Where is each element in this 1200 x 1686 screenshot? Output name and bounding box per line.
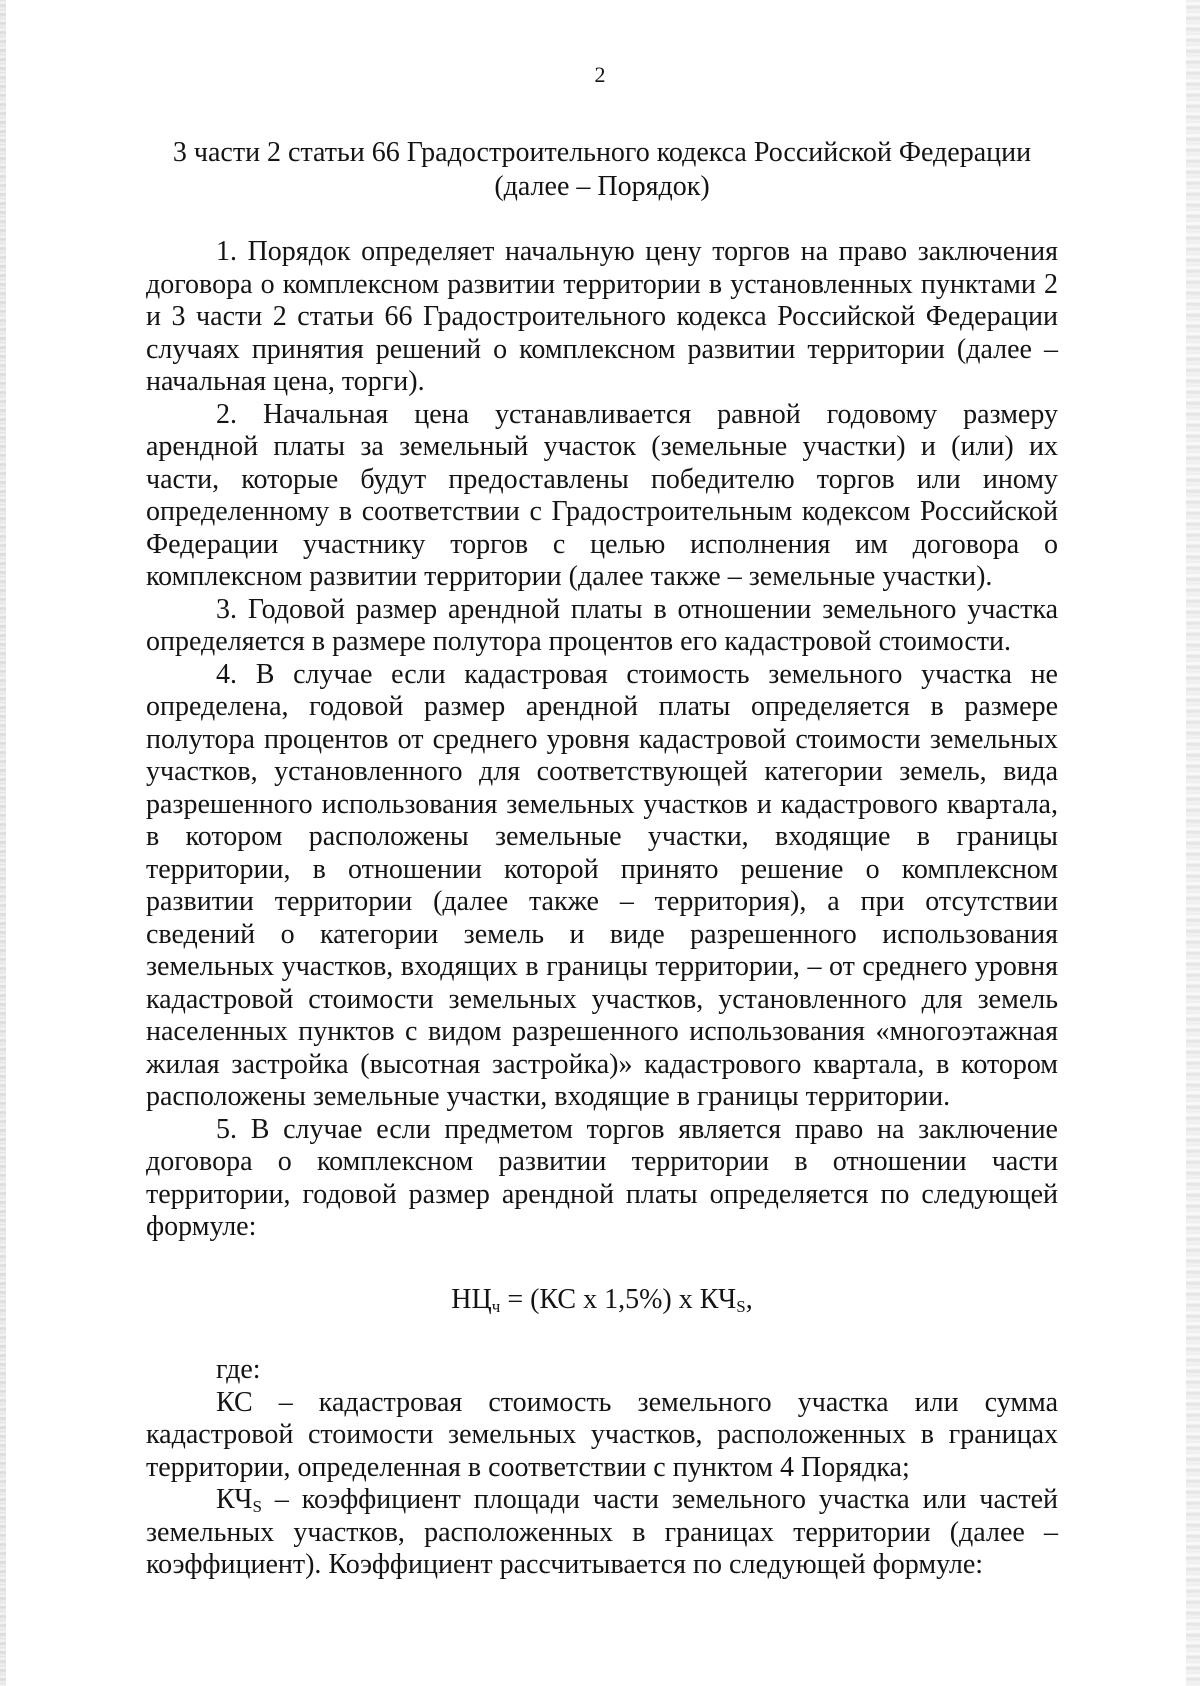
scan-edge-left — [0, 0, 6, 1686]
formula-tail: , — [745, 1283, 753, 1315]
paragraph-3: 3. Годовой размер арендной платы в отношении земельного участка определяется в размере полутора процентов его кадастровой стоимости. — [146, 593, 1058, 657]
formula — [146, 1284, 1058, 1317]
title-line-1: 3 части 2 статьи 66 Градостроительного кодекса Российской Федерации — [172, 137, 1032, 168]
page-number: 2 — [594, 62, 606, 87]
formula-lhs: НЦ — [451, 1283, 492, 1315]
formula-rhs-subscript: S — [736, 1296, 746, 1316]
definition-kch-term: КЧ — [216, 1484, 253, 1515]
where-label: где: — [216, 1354, 261, 1385]
document-body — [146, 236, 1058, 1582]
formula-middle: = (КС x 1,5%) x КЧ — [500, 1283, 737, 1315]
document-title — [146, 136, 1058, 204]
formula-lhs-subscript: ч — [491, 1296, 501, 1316]
definition-kch-text: – коэффициент площади части земельного участка или частей земельных участков, расположенных в границах территории (далее – коэффициент). Коэффициент рассчитывается по следующей формуле: — [146, 1484, 1058, 1580]
paragraph-1: 1. Порядок определяет начальную цену торгов на право заключения договора о комплексном развитии территории в установленных пунктами 2 и 3 части 2 статьи 66 Градостроительного кодекса Российской Федерации случаях принятия решений о комплексном развитии территории (далее – начальная цена, торги). — [146, 236, 1058, 397]
scan-edge-right — [1186, 0, 1200, 1686]
paragraph-5: 5. В случае если предметом торгов является право на заключение договора о комплексном развитии территории в отношении части территории, годовой размер арендной платы определяется по следующей формуле: — [146, 1113, 1058, 1242]
title-line-2: (далее – Порядок) — [494, 171, 710, 202]
definition-kch — [146, 1484, 1058, 1582]
paragraph-4: 4. В случае если кадастровая стоимость земельного участка не определена, годовой размер арендной платы определяется в размере полутора процентов от среднего уровня кадастровой стоимости земельных участков, установленного для соответствующей категории земель, вида разрешенного использования земельных участков и кадастрового квартала, в котором расположены земельные участки, входящие в границы территории, в отношении которой принято решение о комплексном развитии территории (далее также – территория), а при отсутствии сведений о категории земель и виде разрешенного использования земельных участков, входящих в границы территории, – от среднего уровня кадастровой стоимости земельных участков, установленного для земель населенных пунктов с видом разрешенного использования «многоэтажная жилая застройка (высотная застройка)» кадастрового квартала, в котором расположены земельные участки, входящие в границы территории. — [146, 658, 1058, 1112]
definition-kch-subscript: S — [252, 1497, 262, 1516]
paragraph-2: 2. Начальная цена устанавливается равной годовому размеру арендной платы за земельный участок (земельные участки) и (или) их части, которые будут предоставлены победителю торгов или иному определенному в соответствии с Градостроительным кодексом Российской Федерации участнику торгов с целью исполнения им договора о комплексном развитии территории (далее также – земельные участки). — [146, 398, 1058, 592]
definition-ks: КС – кадастровая стоимость земельного участка или сумма кадастровой стоимости земельных участков, расположенных в границах территории, определенная в соответствии с пунктом 4 Порядка; — [146, 1386, 1058, 1483]
